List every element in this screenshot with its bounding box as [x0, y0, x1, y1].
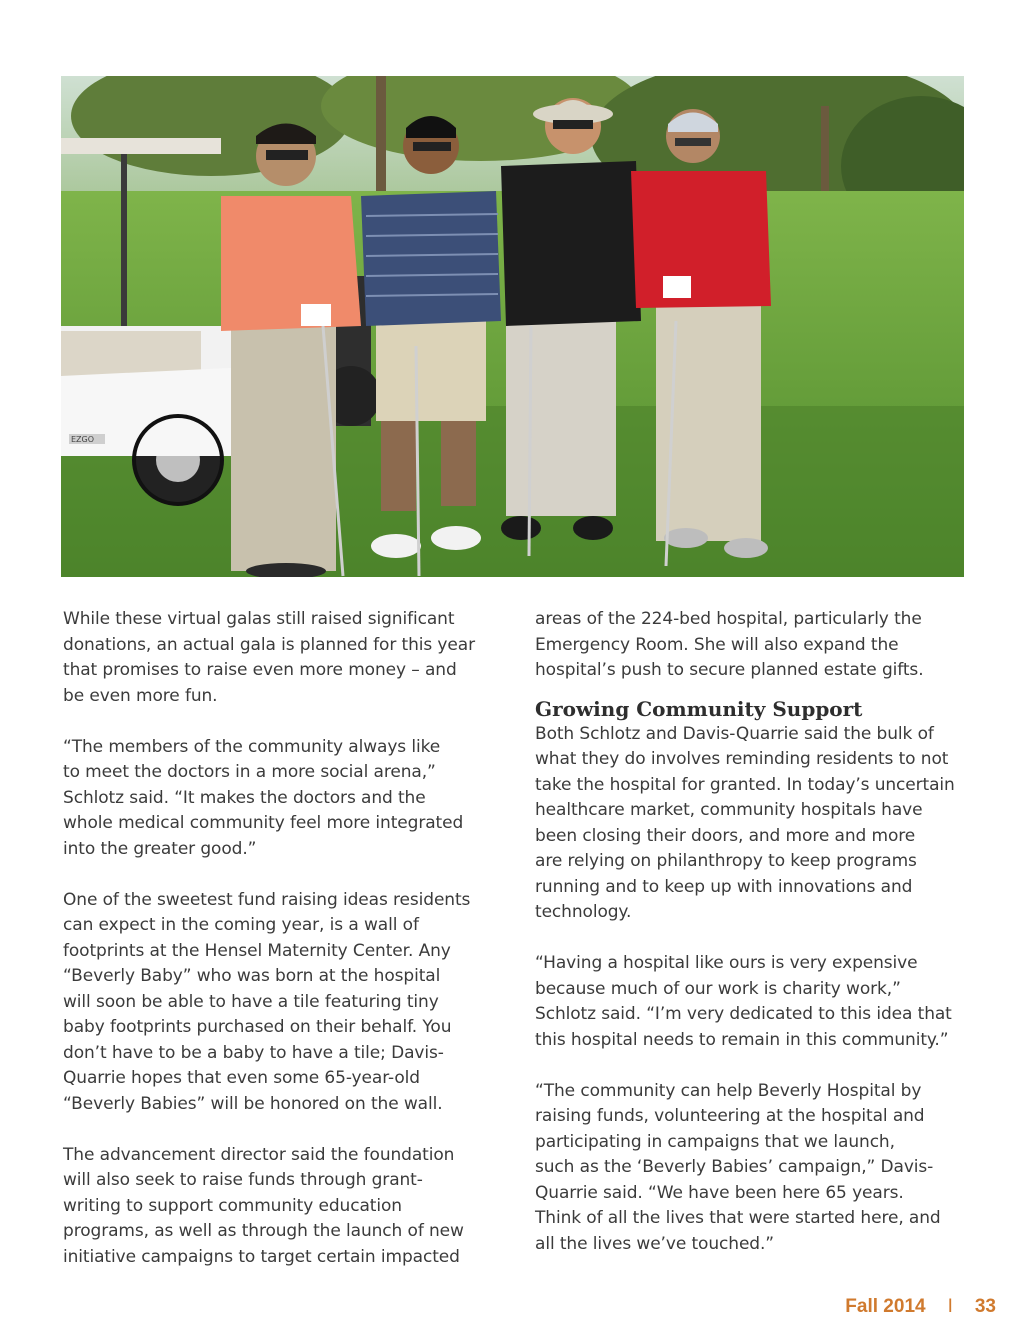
footer-separator: I — [947, 1296, 953, 1317]
paragraph: The advancement director said the foundation will also seek to raise funds through grant- writing to support community education programs, as well as through the launch of new initiative campaigns to target certain impacted — [63, 1144, 464, 1267]
paragraph: areas of the 224-bed hospital, particularly the Emergency Room. She will also expand the hospital’s push to secure planned estate gifts. — [535, 609, 924, 680]
paragraph: While these virtual galas still raised significant donations, an actual gala is planned for this year that promises to raise even more money – and be even more fun. — [63, 609, 475, 706]
section-heading: Growing Community Support — [535, 696, 863, 721]
issue-label: Fall 2014 — [845, 1296, 926, 1317]
paragraph: Both Schlotz and Davis-Quarrie said the bulk of what they do involves reminding residents to not take the hospital for granted. In today’s uncertain healthcare market, community hospitals have been closing their doors, and more and more are relying on philanthropy to keep programs running and to keep up with innovations and technology. — [535, 723, 955, 922]
paragraph: “The members of the community always like to meet the doctors in a more social arena,” Schlotz said. “It makes the doctors and the whole medical community feel more integrated into the greater good.” — [63, 736, 464, 859]
paragraph: One of the sweetest fund raising ideas residents can expect in the coming year, is a wall of footprints at the Hensel Maternity Center. Any “Beverly Baby” who was born at the hospital will soon be able to have a tile featuring tiny baby footprints purchased on their behalf. You don’t have to be a baby to have a tile; Davis- Quarrie hopes that even some 65-year-old “Beverly Babies” will be honored on the wall. — [63, 889, 471, 1114]
paragraph: “Having a hospital like ours is very expensive because much of our work is charity work,” Schlotz said. “I’m very dedicated to this idea that this hospital needs to remain in this community.” — [535, 953, 952, 1050]
page-number: 33 — [974, 1296, 996, 1317]
paragraph: “The community can help Beverly Hospital by raising funds, volunteering at the hospital and participating in campaigns that we launch, such as the ‘Beverly Babies’ campaign,” Davis- Quarrie said. “We have been here 65 years. Think of all the lives that were started here, and all the lives we’ve touched.” — [535, 1080, 941, 1254]
golf-photo — [61, 76, 964, 577]
cart-brand-label: EZGO — [71, 435, 95, 444]
right-text-column — [535, 607, 965, 1257]
page-footer — [845, 1296, 996, 1318]
left-text-column — [63, 607, 493, 1270]
